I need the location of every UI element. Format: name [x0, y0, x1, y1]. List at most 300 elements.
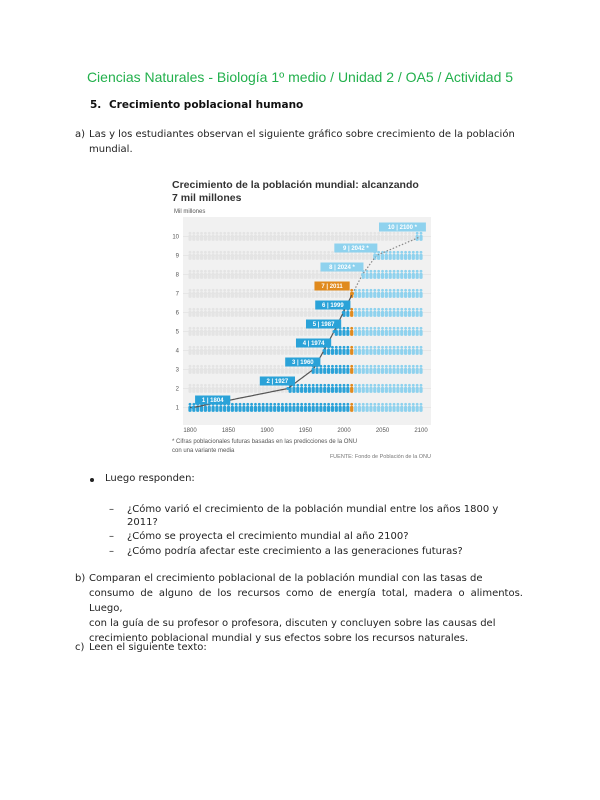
person-body: [277, 311, 280, 317]
person-head: [289, 346, 292, 349]
person-head: [404, 346, 407, 349]
x-tick-label: 1950: [298, 428, 313, 434]
person-head: [219, 289, 222, 292]
person-body: [269, 292, 272, 298]
person-body: [373, 273, 376, 279]
person-body: [258, 235, 261, 241]
population-chart-svg: [170, 175, 434, 465]
person-body: [346, 349, 349, 355]
person-body: [373, 349, 376, 355]
person-body: [269, 311, 272, 317]
person-head: [189, 365, 192, 368]
person-body: [223, 330, 226, 336]
person-head: [331, 403, 334, 406]
person-body: [188, 406, 191, 412]
person-body: [273, 330, 276, 336]
person-body: [212, 254, 215, 260]
person-head: [393, 270, 396, 273]
person-head: [189, 403, 192, 406]
person-head: [316, 384, 319, 387]
person-body: [281, 254, 284, 260]
person-head: [235, 251, 238, 254]
person-head: [196, 270, 199, 273]
person-head: [385, 403, 388, 406]
person-head: [281, 232, 284, 235]
person-head: [216, 251, 219, 254]
person-body: [231, 349, 234, 355]
person-head: [308, 308, 311, 311]
person-head: [243, 327, 246, 330]
person-head: [327, 251, 330, 254]
person-head: [366, 289, 369, 292]
person-head: [296, 327, 299, 330]
person-body: [242, 349, 245, 355]
person-head: [254, 289, 257, 292]
person-body: [204, 254, 207, 260]
person-head: [362, 289, 365, 292]
person-head: [308, 289, 311, 292]
person-body: [335, 387, 338, 393]
person-head: [200, 327, 203, 330]
person-head: [273, 270, 276, 273]
person-body: [408, 273, 411, 279]
person-body: [392, 254, 395, 260]
person-head: [397, 289, 400, 292]
person-body: [396, 330, 399, 336]
person-head: [346, 384, 349, 387]
person-body: [196, 330, 199, 336]
course-header: Ciencias Naturales - Biología 1º medio / Unidad 2 / OA5 / Actividad 5: [86, 69, 514, 85]
person-head: [239, 327, 242, 330]
person-body: [200, 349, 203, 355]
person-body: [196, 387, 199, 393]
person-head: [408, 384, 411, 387]
person-body: [215, 292, 218, 298]
person-body: [342, 330, 345, 336]
person-head: [320, 251, 323, 254]
person-head: [327, 365, 330, 368]
person-body: [308, 292, 311, 298]
person-body: [212, 387, 215, 393]
person-head: [273, 289, 276, 292]
person-head: [393, 308, 396, 311]
person-head: [246, 384, 249, 387]
person-head: [216, 327, 219, 330]
x-tick-label: 1800: [183, 428, 197, 434]
person-body: [285, 311, 288, 317]
person-body: [419, 311, 422, 317]
person-head: [350, 289, 353, 292]
person-head: [200, 251, 203, 254]
person-head: [327, 384, 330, 387]
person-body: [350, 330, 353, 336]
person-body: [200, 292, 203, 298]
person-body: [208, 311, 211, 317]
person-head: [212, 270, 215, 273]
person-body: [265, 330, 268, 336]
person-head: [216, 270, 219, 273]
person-head: [400, 251, 403, 254]
person-head: [293, 346, 296, 349]
person-head: [246, 308, 249, 311]
person-body: [304, 292, 307, 298]
bullet-dot: [90, 478, 94, 482]
person-body: [304, 387, 307, 393]
bullet-text: Luego responden:: [105, 473, 195, 484]
person-body: [292, 273, 295, 279]
person-body: [300, 368, 303, 374]
person-head: [192, 327, 195, 330]
person-body: [381, 311, 384, 317]
person-head: [196, 365, 199, 368]
person-body: [377, 406, 380, 412]
x-tick-label: 2000: [337, 428, 351, 434]
data-point: [312, 368, 315, 371]
person-body: [238, 349, 241, 355]
person-body: [369, 406, 372, 412]
person-head: [354, 384, 357, 387]
person-head: [358, 289, 361, 292]
person-body: [258, 254, 261, 260]
person-head: [393, 232, 396, 235]
person-body: [296, 292, 299, 298]
person-body: [373, 235, 376, 241]
person-head: [243, 232, 246, 235]
person-body: [400, 349, 403, 355]
person-body: [412, 254, 415, 260]
person-head: [204, 251, 207, 254]
person-head: [266, 289, 269, 292]
person-head: [254, 327, 257, 330]
person-head: [219, 365, 222, 368]
person-head: [200, 365, 203, 368]
person-head: [385, 270, 388, 273]
person-body: [215, 311, 218, 317]
person-body: [416, 349, 419, 355]
person-head: [293, 308, 296, 311]
person-body: [208, 235, 211, 241]
person-head: [196, 346, 199, 349]
person-head: [366, 346, 369, 349]
person-head: [231, 270, 234, 273]
person-body: [354, 292, 357, 298]
data-label: 5 | 1987: [312, 322, 335, 329]
person-body: [377, 330, 380, 336]
person-head: [381, 270, 384, 273]
person-body: [227, 292, 230, 298]
person-body: [312, 349, 315, 355]
person-body: [212, 292, 215, 298]
person-head: [285, 403, 288, 406]
person-head: [312, 270, 315, 273]
person-body: [192, 349, 195, 355]
person-body: [385, 273, 388, 279]
person-head: [300, 327, 303, 330]
person-head: [377, 403, 380, 406]
person-head: [320, 232, 323, 235]
person-head: [223, 232, 226, 235]
question-1-line2: 2011?: [127, 517, 158, 528]
person-body: [412, 311, 415, 317]
person-body: [204, 235, 207, 241]
person-head: [323, 384, 326, 387]
y-tick-label: 4: [175, 348, 179, 355]
person-body: [204, 292, 207, 298]
person-head: [377, 365, 380, 368]
person-head: [354, 346, 357, 349]
data-point: [351, 292, 354, 295]
person-head: [235, 384, 238, 387]
person-body: [304, 235, 307, 241]
person-head: [269, 232, 272, 235]
person-head: [246, 270, 249, 273]
person-head: [204, 270, 207, 273]
person-head: [285, 346, 288, 349]
person-body: [277, 368, 280, 374]
person-head: [412, 346, 415, 349]
person-head: [346, 327, 349, 330]
person-body: [331, 235, 334, 241]
person-body: [242, 330, 245, 336]
person-head: [250, 403, 253, 406]
person-body: [396, 311, 399, 317]
person-body: [265, 292, 268, 298]
person-body: [273, 368, 276, 374]
person-head: [227, 270, 230, 273]
person-body: [408, 311, 411, 317]
person-body: [215, 330, 218, 336]
person-head: [273, 403, 276, 406]
person-body: [273, 387, 276, 393]
person-body: [212, 330, 215, 336]
person-head: [416, 308, 419, 311]
person-body: [227, 330, 230, 336]
person-head: [250, 289, 253, 292]
person-body: [396, 292, 399, 298]
person-body: [366, 368, 369, 374]
person-body: [419, 406, 422, 412]
person-body: [250, 406, 253, 412]
person-body: [235, 368, 238, 374]
person-body: [300, 311, 303, 317]
person-head: [404, 270, 407, 273]
person-head: [416, 270, 419, 273]
person-head: [254, 232, 257, 235]
person-body: [265, 235, 268, 241]
person-body: [404, 387, 407, 393]
question-2-line1: ¿Cómo se proyecta el crecimiento mundial al año 2100?: [127, 531, 409, 542]
person-body: [238, 292, 241, 298]
person-head: [400, 384, 403, 387]
person-head: [223, 270, 226, 273]
person-head: [192, 384, 195, 387]
person-head: [312, 384, 315, 387]
person-head: [254, 251, 257, 254]
person-head: [208, 270, 211, 273]
person-head: [212, 346, 215, 349]
person-body: [381, 292, 384, 298]
person-body: [385, 387, 388, 393]
person-body: [215, 349, 218, 355]
person-body: [331, 273, 334, 279]
person-body: [419, 273, 422, 279]
person-body: [281, 273, 284, 279]
person-head: [385, 346, 388, 349]
person-body: [331, 349, 334, 355]
person-head: [331, 384, 334, 387]
person-body: [396, 235, 399, 241]
person-body: [273, 235, 276, 241]
person-head: [389, 346, 392, 349]
y-tick-label: 2: [175, 386, 179, 393]
person-body: [377, 311, 380, 317]
person-body: [346, 311, 349, 317]
person-body: [242, 406, 245, 412]
person-body: [262, 330, 265, 336]
person-head: [420, 365, 423, 368]
person-head: [258, 346, 261, 349]
person-body: [369, 235, 372, 241]
person-head: [404, 365, 407, 368]
person-head: [196, 384, 199, 387]
person-body: [369, 311, 372, 317]
person-body: [231, 406, 234, 412]
person-head: [277, 232, 280, 235]
person-head: [408, 365, 411, 368]
person-body: [339, 254, 342, 260]
person-head: [223, 365, 226, 368]
person-body: [250, 330, 253, 336]
person-head: [258, 270, 261, 273]
person-head: [370, 327, 373, 330]
person-head: [227, 365, 230, 368]
person-body: [354, 235, 357, 241]
person-body: [200, 311, 203, 317]
person-head: [397, 251, 400, 254]
person-head: [389, 270, 392, 273]
person-body: [385, 406, 388, 412]
person-head: [404, 289, 407, 292]
person-head: [377, 251, 380, 254]
person-head: [243, 346, 246, 349]
person-head: [358, 308, 361, 311]
person-head: [281, 327, 284, 330]
person-body: [373, 311, 376, 317]
person-head: [293, 327, 296, 330]
person-head: [312, 308, 315, 311]
y-tick-label: 5: [175, 329, 179, 336]
person-body: [342, 387, 345, 393]
person-body: [369, 330, 372, 336]
question-2-dash: –: [109, 531, 114, 542]
person-body: [416, 330, 419, 336]
person-body: [408, 349, 411, 355]
chart-source: FUENTE: Fondo de Población de la ONU: [329, 454, 431, 460]
person-body: [258, 368, 261, 374]
person-body: [323, 311, 326, 317]
person-body: [292, 406, 295, 412]
data-label: 4 | 1974: [302, 341, 325, 348]
person-head: [289, 289, 292, 292]
person-head: [192, 403, 195, 406]
person-body: [331, 254, 334, 260]
person-head: [373, 232, 376, 235]
person-body: [362, 406, 365, 412]
person-body: [235, 235, 238, 241]
person-head: [381, 308, 384, 311]
person-head: [331, 346, 334, 349]
person-head: [285, 327, 288, 330]
person-head: [343, 384, 346, 387]
person-body: [227, 254, 230, 260]
person-body: [223, 387, 226, 393]
person-head: [308, 251, 311, 254]
person-body: [246, 406, 249, 412]
person-head: [389, 289, 392, 292]
person-head: [300, 384, 303, 387]
person-body: [339, 387, 342, 393]
person-body: [289, 311, 292, 317]
person-head: [296, 270, 299, 273]
person-body: [369, 292, 372, 298]
person-head: [200, 232, 203, 235]
person-head: [335, 346, 338, 349]
person-body: [188, 292, 191, 298]
person-body: [312, 273, 315, 279]
person-head: [192, 308, 195, 311]
person-body: [242, 292, 245, 298]
person-head: [412, 365, 415, 368]
person-head: [258, 289, 261, 292]
item-c-label: c): [75, 642, 85, 653]
person-head: [231, 232, 234, 235]
person-head: [393, 365, 396, 368]
item-a-line1: Las y los estudiantes observan el siguiente gráfico sobre crecimiento de la población: [89, 129, 515, 140]
person-body: [358, 330, 361, 336]
person-head: [343, 346, 346, 349]
person-head: [400, 346, 403, 349]
person-head: [277, 403, 280, 406]
person-head: [339, 232, 342, 235]
person-body: [304, 406, 307, 412]
person-head: [273, 346, 276, 349]
person-head: [293, 232, 296, 235]
person-body: [200, 387, 203, 393]
person-body: [335, 273, 338, 279]
person-head: [323, 403, 326, 406]
person-head: [393, 384, 396, 387]
y-tick-label: 1: [175, 405, 179, 412]
person-body: [200, 235, 203, 241]
person-body: [289, 368, 292, 374]
person-body: [192, 368, 195, 374]
person-head: [269, 308, 272, 311]
person-body: [204, 368, 207, 374]
person-head: [289, 327, 292, 330]
person-head: [366, 327, 369, 330]
person-body: [339, 368, 342, 374]
person-head: [350, 384, 353, 387]
person-body: [200, 406, 203, 412]
person-head: [404, 327, 407, 330]
person-body: [235, 387, 238, 393]
person-head: [208, 289, 211, 292]
person-head: [370, 270, 373, 273]
person-body: [300, 254, 303, 260]
person-body: [292, 368, 295, 374]
person-body: [254, 368, 257, 374]
person-body: [262, 368, 265, 374]
